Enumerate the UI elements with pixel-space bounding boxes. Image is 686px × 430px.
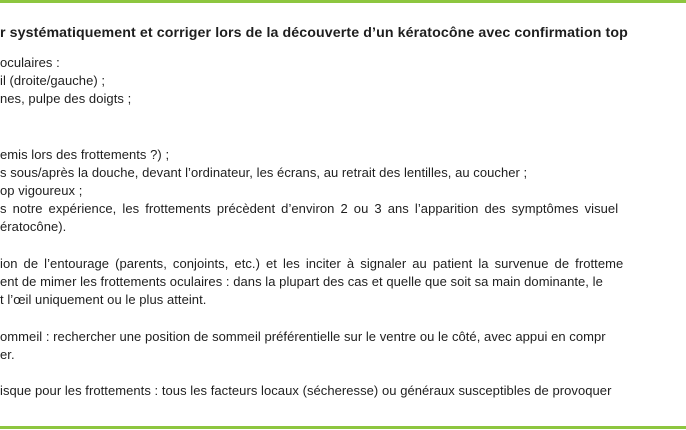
text-line-11: t l’œil uniquement ou le plus atteint. (0, 292, 207, 307)
text-line-10: ent de mimer les frottements oculaires : dans la plupart des cas et quelle que soit sa main dominante, le (0, 274, 603, 289)
text-line-9: ion de l’entourage (parents, conjoints, etc.) et les inciter à signaler au patient la survenue de frotteme (0, 256, 624, 271)
text-line-8: ératocône). (0, 219, 67, 234)
section-title: r systématiquement et corriger lors de la découverte d’un kératocône avec confirmation top (0, 25, 628, 41)
text-line-14: isque pour les frottements : tous les facteurs locaux (sécheresse) ou généraux susceptibles de provoquer (0, 383, 612, 398)
text-line-3: nes, pulpe des doigts ; (0, 91, 132, 106)
text-line-4: emis lors des frottements ?) ; (0, 147, 170, 162)
text-line-2: il (droite/gauche) ; (0, 73, 106, 88)
text-line-5: s sous/après la douche, devant l’ordinateur, les écrans, au retrait des lentilles, au coucher ; (0, 165, 528, 180)
text-line-7: s notre expérience, les frottements précèdent d’environ 2 ou 3 ans l’apparition des symptômes visuel (0, 201, 619, 216)
top-green-rule (0, 0, 686, 3)
text-line-1: oculaires : (0, 55, 60, 70)
bottom-green-rule (0, 426, 686, 429)
text-line-6: op vigoureux ; (0, 183, 83, 198)
text-line-13: er. (0, 347, 15, 362)
text-line-12: ommeil : rechercher une position de sommeil préférentielle sur le ventre ou le côté, avec appui en compr (0, 329, 606, 344)
